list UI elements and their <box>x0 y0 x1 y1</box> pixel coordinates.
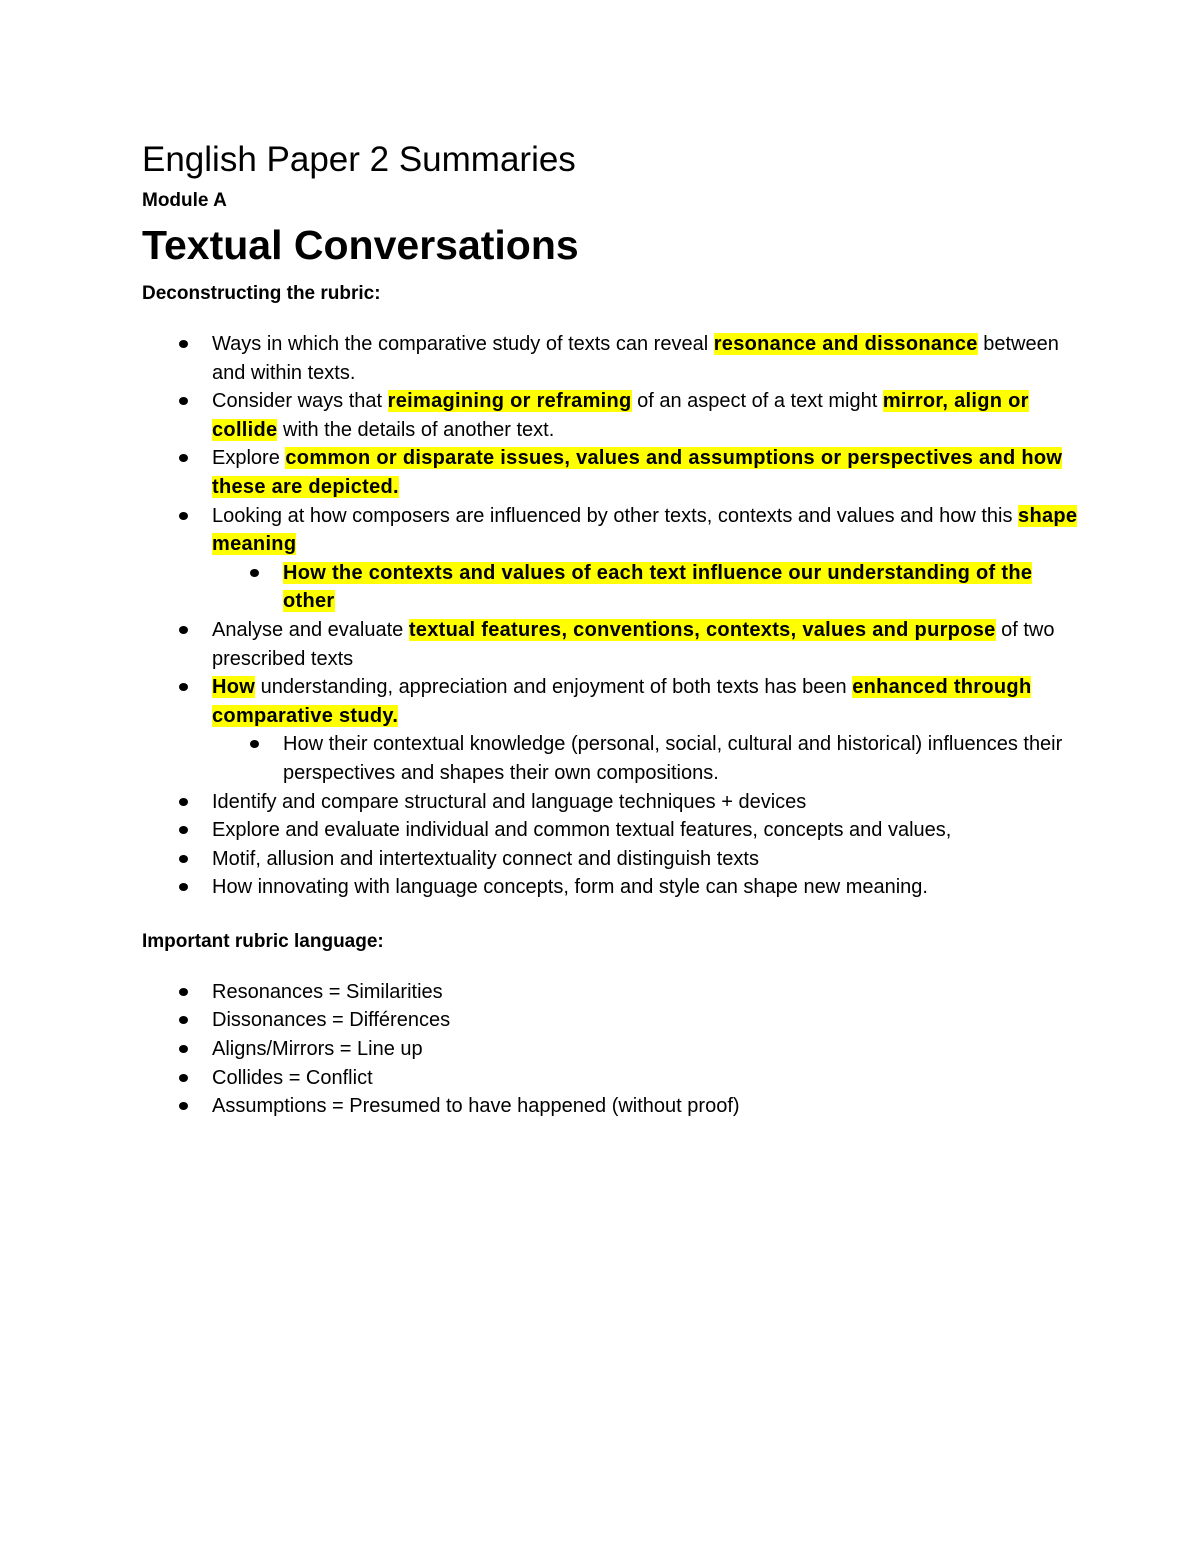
list-item <box>142 816 1082 845</box>
highlighted-text: reimagining or reframing <box>387 390 632 413</box>
list-item <box>142 1064 1082 1093</box>
bullet-icon <box>179 1016 188 1024</box>
bullet-icon <box>179 826 188 834</box>
list-item <box>142 873 1082 902</box>
item-text: Explore and evaluate individual and common textual features, concepts and values, <box>212 819 952 842</box>
bullet-icon <box>179 340 188 348</box>
list-item <box>142 1006 1082 1035</box>
document-title: English Paper 2 Summaries <box>142 140 576 179</box>
bullet-icon <box>179 626 188 634</box>
item-text: Motif, allusion and intertextuality connect and distinguish texts <box>212 847 759 870</box>
list-item <box>142 1092 1082 1121</box>
highlighted-text: common or disparate issues, values and assumptions or perspectives and how these are depicted. <box>212 447 1063 498</box>
list-item <box>142 559 1082 616</box>
item-text: Consider ways that <box>212 390 388 413</box>
highlighted-text: How <box>212 676 256 699</box>
item-text: understanding, appreciation and enjoyment of both texts has been <box>255 676 853 699</box>
list-item <box>142 845 1082 874</box>
highlighted-text: How the contexts and values of each text influence our understanding of the other <box>283 561 1033 613</box>
bullet-icon <box>179 1074 188 1082</box>
item-text: Dissonances = Différences <box>212 1009 451 1032</box>
item-text: Aligns/Mirrors = Line up <box>212 1038 423 1061</box>
list-item <box>142 502 1082 559</box>
list-item <box>142 330 1082 387</box>
item-text: How innovating with language concepts, form and style can shape new meaning. <box>212 876 928 899</box>
language-subheading: Important rubric language: <box>142 930 384 952</box>
bullet-icon <box>179 1045 188 1053</box>
highlighted-text: enhanced through comparative study. <box>212 676 1032 727</box>
rubric-subheading: Deconstructing the rubric: <box>142 283 381 304</box>
item-text: Explore <box>212 447 286 470</box>
item-text: of two prescribed texts <box>212 618 1055 670</box>
language-list <box>142 978 1082 1121</box>
bullet-icon <box>179 512 188 520</box>
list-item <box>142 673 1082 730</box>
bullet-icon <box>179 454 188 462</box>
bullet-icon <box>179 397 188 405</box>
bullet-icon <box>250 740 259 748</box>
highlighted-text: resonance and dissonance <box>713 333 978 355</box>
item-text: Assumptions = Presumed to have happened (without proof) <box>212 1095 740 1118</box>
list-item <box>142 387 1082 444</box>
highlighted-text: shape meaning <box>212 504 1078 556</box>
bullet-icon <box>250 569 259 577</box>
item-text: between and within texts. <box>212 333 1059 384</box>
item-text: Resonances = Similarities <box>212 980 443 1003</box>
list-item <box>142 1035 1082 1064</box>
bullet-icon <box>179 1102 188 1110</box>
bullet-icon <box>179 683 188 691</box>
item-text: Ways in which the comparative study of texts can reveal <box>212 333 714 355</box>
rubric-list <box>142 330 1082 902</box>
list-item <box>142 788 1082 817</box>
item-text: Analyse and evaluate <box>212 618 409 641</box>
item-text: Looking at how composers are influenced by other texts, contexts and values and how this <box>212 504 1019 527</box>
item-text: of an aspect of a text might <box>631 390 883 413</box>
bullet-icon <box>179 798 188 806</box>
highlighted-text: mirror, align or collide <box>212 390 1029 441</box>
bullet-icon <box>179 988 188 996</box>
item-text: How their contextual knowledge (personal, social, cultural and historical) influences their perspectives and shapes their own compositions. <box>283 733 1063 784</box>
item-text: with the details of another text. <box>277 418 555 441</box>
item-text: Collides = Conflict <box>212 1066 373 1089</box>
list-item <box>142 444 1082 501</box>
bullet-icon <box>179 855 188 863</box>
item-text: Identify and compare structural and language techniques + devices <box>212 790 807 813</box>
highlighted-text: textual features, conventions, contexts, values and purpose <box>408 618 996 641</box>
module-label: Module A <box>142 190 227 211</box>
bullet-icon <box>179 883 188 891</box>
list-item <box>142 616 1082 673</box>
list-item <box>142 730 1082 787</box>
section-heading: Textual Conversations <box>142 222 579 268</box>
list-item <box>142 978 1082 1007</box>
document-content <box>142 138 1082 1121</box>
